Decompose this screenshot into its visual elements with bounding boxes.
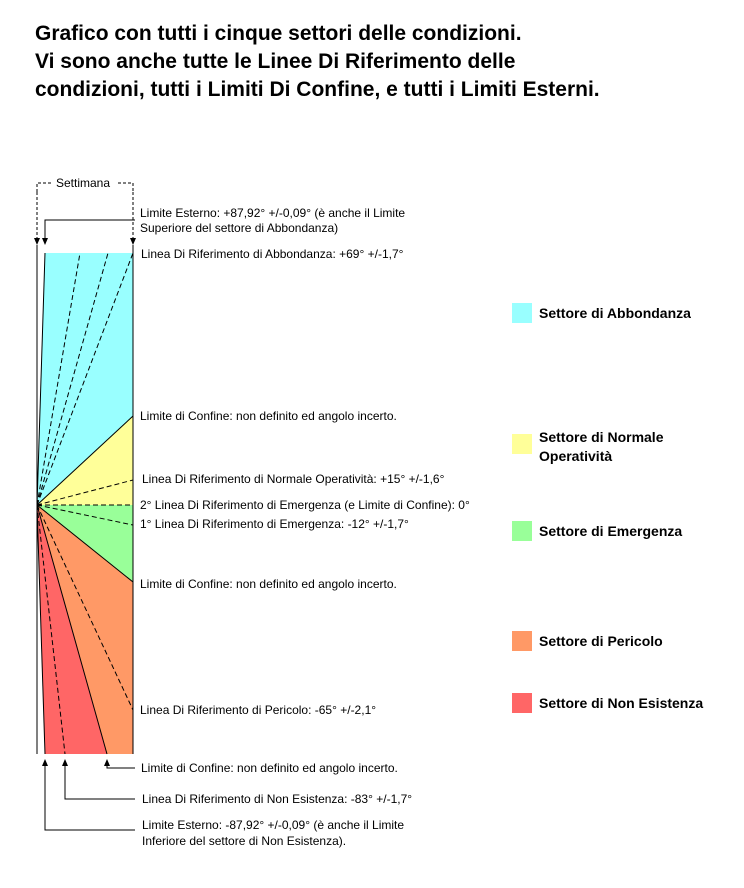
legend-swatch-nonexistence bbox=[512, 693, 532, 713]
week-bracket-right bbox=[118, 183, 133, 192]
legend-label-emergency: Settore di Emergenza bbox=[539, 523, 683, 539]
label-boundary-3: Limite di Confine: non definito ed angolo incerto. bbox=[141, 761, 398, 775]
arrow-down-left bbox=[34, 238, 40, 245]
label-ref-abundance: Linea Di Riferimento di Abbondanza: +69° +/-1,7° bbox=[141, 247, 404, 261]
arrow-up-outer-lower bbox=[42, 759, 48, 766]
legend-swatch-normal bbox=[512, 434, 532, 454]
legend-label-abundance: Settore di Abbondanza bbox=[539, 305, 691, 321]
label-outer-lower-1: Limite Esterno: -87,92° +/-0,09° (è anche il Limite bbox=[142, 818, 405, 832]
boundary-3-leader bbox=[107, 766, 135, 768]
label-ref-emergency-1: 1° Linea Di Riferimento di Emergenza: -12° +/-1,7° bbox=[140, 517, 409, 531]
outer-upper-leader bbox=[45, 220, 135, 238]
week-label: Settimana bbox=[56, 176, 111, 190]
arrow-outer-upper bbox=[42, 238, 48, 245]
legend-swatch-emergency bbox=[512, 521, 532, 541]
legend-label-danger: Settore di Pericolo bbox=[539, 633, 663, 649]
arrow-up-boundary bbox=[104, 759, 110, 766]
outer-lower-leader bbox=[45, 766, 135, 830]
label-ref-normal: Linea Di Riferimento di Normale Operatività: +15° +/-1,6° bbox=[142, 472, 445, 486]
label-ref-nonexistence: Linea Di Riferimento di Non Esistenza: -83° +/-1,7° bbox=[142, 792, 413, 806]
label-ref-danger: Linea Di Riferimento di Pericolo: -65° +/-2,1° bbox=[140, 703, 377, 717]
arrow-down-right bbox=[130, 238, 136, 245]
label-outer-upper-1: Limite Esterno: +87,92° +/-0,09° (è anche il Limite bbox=[140, 206, 406, 220]
nonexistence-leader bbox=[65, 766, 135, 799]
week-bracket bbox=[37, 183, 52, 192]
title-line-3: condizioni, tutti i Limiti Di Confine, e tutti i Limiti Esterni. bbox=[35, 78, 600, 101]
arrow-up-nonexistence bbox=[62, 759, 68, 766]
label-boundary-1: Limite di Confine: non definito ed angolo incerto. bbox=[140, 409, 397, 423]
title-line-2: Vi sono anche tutte le Linee Di Riferimento delle bbox=[35, 50, 516, 73]
label-outer-lower-2: Inferiore del settore di Non Esistenza). bbox=[142, 834, 347, 848]
legend-label-nonexistence: Settore di Non Esistenza bbox=[539, 695, 704, 711]
legend-swatch-danger bbox=[512, 631, 532, 651]
title-line-1: Grafico con tutti i cinque settori delle condizioni. bbox=[35, 22, 522, 45]
label-ref-emergency-2: 2° Linea Di Riferimento di Emergenza (e Limite di Confine): 0° bbox=[140, 498, 470, 512]
legend-label-normal-1: Settore di Normale bbox=[539, 429, 664, 445]
label-outer-upper-2: Superiore del settore di Abbondanza) bbox=[140, 221, 339, 235]
legend-label-normal-2: Operatività bbox=[539, 448, 613, 464]
legend-swatch-abundance bbox=[512, 303, 532, 323]
label-boundary-2: Limite di Confine: non definito ed angolo incerto. bbox=[140, 577, 397, 591]
